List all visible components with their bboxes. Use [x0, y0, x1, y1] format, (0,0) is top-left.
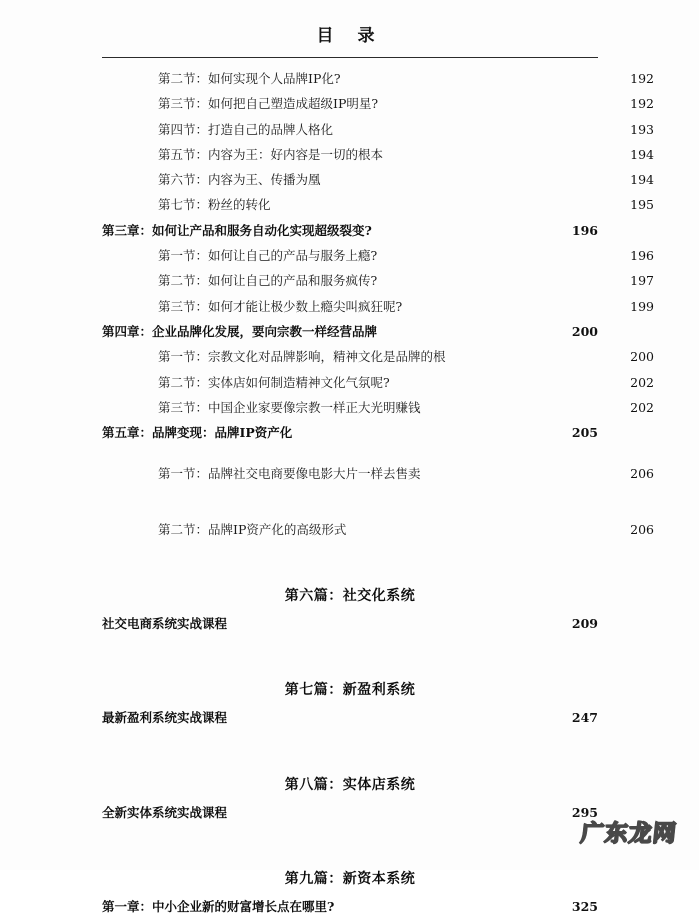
part-heading: 第六篇：社交化系统	[284, 588, 416, 605]
toc-part-section	[102, 678, 598, 730]
part-heading: 第九篇：新资本系统	[284, 870, 416, 887]
toc-entry-text: 第三节：中国企业家要像宗教一样正大光明赚钱	[158, 399, 421, 415]
dot-leader	[449, 349, 617, 362]
toc-entry[interactable]	[102, 117, 654, 142]
dot-leader	[405, 298, 617, 311]
toc-entry-page: 200	[630, 349, 654, 365]
toc-entry[interactable]	[102, 192, 654, 217]
spacer	[102, 542, 598, 582]
toc-entry[interactable]	[102, 294, 654, 319]
toc-entry-page: 295	[571, 804, 598, 820]
toc-entry-text: 社交电商系统实战课程	[102, 616, 228, 632]
toc-entry-chapter[interactable]	[102, 218, 598, 243]
toc-entry-text: 第二节：如何实现个人品牌IP化?	[158, 71, 341, 86]
toc-entry-text: 第七节：粉丝的转化	[158, 197, 271, 213]
toc-entry-text: 第二节：实体店如何制造精神文化气氛呢?	[158, 374, 390, 390]
header-divider	[102, 57, 598, 58]
dot-leader	[424, 466, 617, 479]
page-header	[102, 24, 598, 48]
toc-entry-text: 第二节：如何让自己的产品和服务疯传?	[158, 273, 378, 289]
toc-entry-page: 192	[630, 71, 654, 86]
toc-entry-chapter[interactable]	[102, 894, 598, 919]
dot-leader	[336, 121, 617, 134]
dot-leader	[228, 804, 563, 817]
toc-entry-page: 195	[630, 197, 654, 213]
watermark-logo: 广东龙网	[579, 821, 679, 847]
toc-part-section	[102, 584, 598, 636]
toc-entry-page: 199	[630, 298, 654, 314]
toc-entry-chapter[interactable]	[102, 420, 598, 445]
dot-leader	[373, 222, 563, 235]
toc-entry-page: 196	[630, 248, 654, 264]
spacer	[102, 636, 598, 676]
toc-entry-course[interactable]	[102, 800, 598, 825]
toc-entry-text: 第六节：内容为王、传播为凰	[158, 172, 321, 188]
toc-part-section	[102, 773, 598, 825]
toc-entry[interactable]	[102, 370, 654, 395]
toc-entry-text: 第五章：品牌变现：品牌IP资产化	[102, 425, 293, 441]
dot-leader	[335, 898, 563, 911]
toc-entry-page: 325	[571, 898, 598, 914]
toc-entry-course[interactable]	[102, 611, 598, 636]
toc-entry[interactable]	[102, 243, 654, 268]
page-title: 目 录	[316, 26, 384, 46]
toc-entry-page: 205	[571, 425, 598, 441]
dot-leader	[344, 71, 617, 84]
toc-entry[interactable]	[102, 91, 654, 116]
toc-entry-page: 196	[571, 222, 598, 238]
toc-entry-page: 194	[630, 146, 654, 162]
toc-entry-page: 209	[571, 616, 598, 632]
toc-entry-text: 第三章：如何让产品和服务自动化实现超级裂变?	[102, 222, 372, 238]
spacer	[102, 487, 598, 517]
toc-part-section	[102, 867, 598, 919]
dot-leader	[324, 172, 617, 185]
toc-entry[interactable]	[102, 395, 654, 420]
dot-leader	[393, 374, 617, 387]
dot-leader	[380, 273, 617, 286]
toc-entry-page: 200	[571, 323, 598, 339]
toc-entry-page: 197	[630, 273, 654, 289]
toc-entry-page: 202	[630, 374, 654, 390]
toc-entry-page: 206	[630, 466, 654, 482]
toc-entry-page: 192	[630, 96, 654, 112]
dot-leader	[228, 616, 563, 629]
toc-entry-page: 194	[630, 172, 654, 188]
toc-entry-chapter[interactable]	[102, 319, 598, 344]
toc-entry-text: 第三节：如何才能让极少数上瘾尖叫疯狂呢?	[158, 298, 403, 314]
toc-entry-page: 202	[630, 399, 654, 415]
dot-leader	[293, 425, 563, 438]
toc-entry-text: 第一节：如何让自己的产品与服务上瘾?	[158, 248, 378, 264]
toc-entry-text: 最新盈利系统实战课程	[102, 710, 228, 726]
toc-entry[interactable]	[102, 142, 654, 167]
dot-leader	[424, 399, 617, 412]
toc-entry-page: 206	[630, 521, 654, 537]
toc-entry-text: 第三节：如何把自己塑造成超级IP明星?	[158, 96, 379, 112]
toc-entry[interactable]	[102, 517, 654, 542]
toc-entry[interactable]	[102, 461, 654, 486]
toc-entry[interactable]	[102, 344, 654, 369]
toc-entry[interactable]	[102, 66, 654, 91]
toc-entry[interactable]	[102, 268, 654, 293]
toc-entry-text: 第四章：企业品牌化发展，要向宗教一样经营品牌	[102, 323, 378, 339]
toc-entry-text: 第五节：内容为王：好内容是一切的根本	[158, 146, 384, 162]
toc-entry-page: 247	[571, 710, 598, 726]
toc-entry[interactable]	[102, 167, 654, 192]
toc-entry-text: 全新实体系统实战课程	[102, 804, 228, 820]
part-heading: 第八篇：实体店系统	[284, 776, 416, 793]
spacer	[102, 445, 598, 461]
toc-entry-text: 第二节：品牌IP资产化的高级形式	[158, 521, 347, 537]
toc-entry-text: 第一章：中小企业新的财富增长点在哪里?	[102, 898, 335, 914]
dot-leader	[228, 710, 563, 723]
dot-leader	[386, 146, 617, 159]
dot-leader	[378, 323, 563, 336]
dot-leader	[380, 248, 617, 261]
dot-leader	[274, 197, 617, 210]
toc-group-chapters	[102, 66, 654, 542]
spacer	[102, 731, 598, 771]
part-heading: 第七篇：新盈利系统	[284, 682, 416, 699]
dot-leader	[381, 96, 617, 109]
toc-entry-course[interactable]	[102, 705, 598, 730]
toc-entry-text: 第一节：品牌社交电商要像电影大片一样去售卖	[158, 466, 421, 482]
toc-entry-page: 193	[630, 121, 654, 137]
toc-entry-text: 第四节：打造自己的品牌人格化	[158, 121, 334, 137]
dot-leader	[347, 521, 619, 534]
toc-entry-text: 第一节：宗教文化对品牌影响，精神文化是品牌的根	[158, 349, 446, 365]
spacer	[102, 825, 598, 865]
